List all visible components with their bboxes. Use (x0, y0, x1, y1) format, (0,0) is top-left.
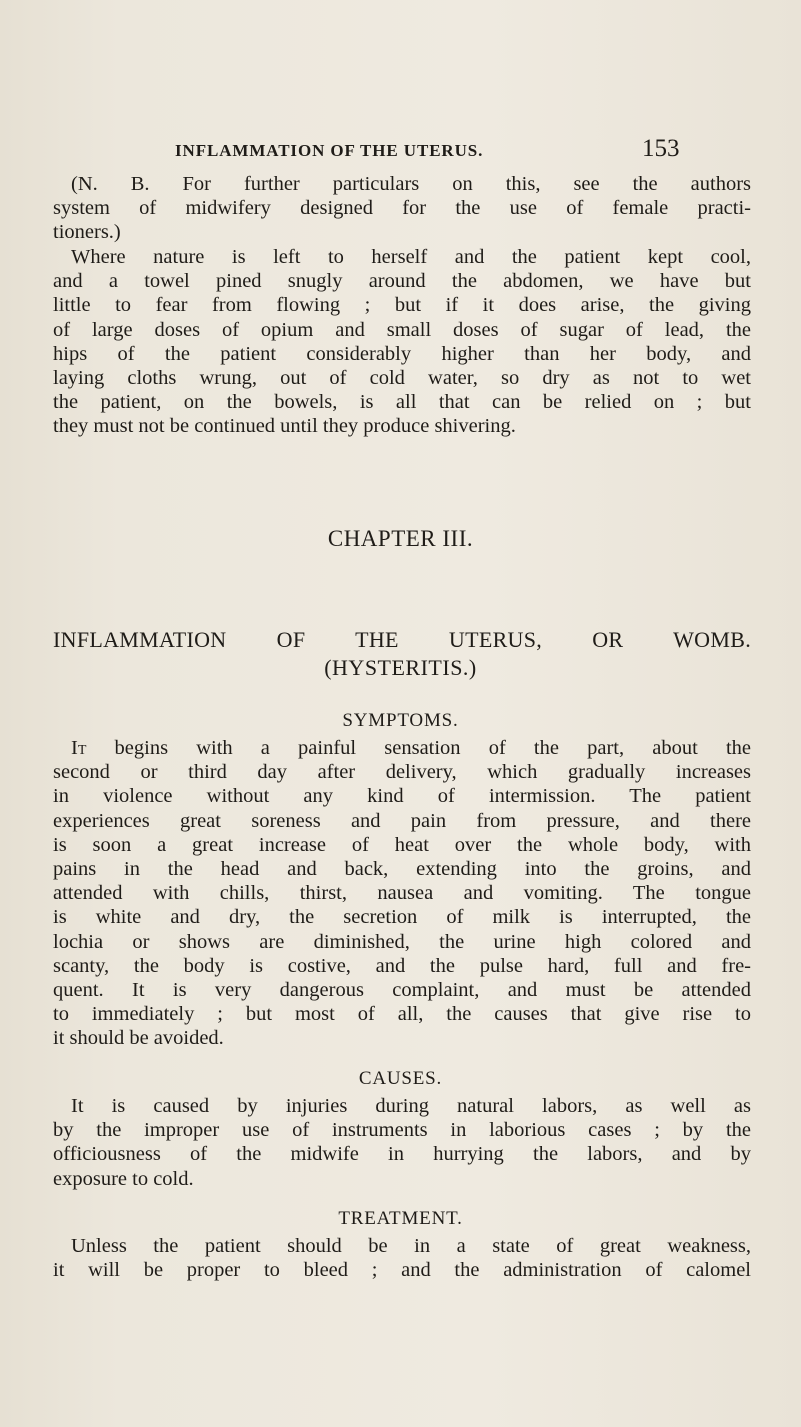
chapter-subtitle: (HYSTERITIS.) (324, 655, 477, 680)
text-line: second or third day after delivery, which gradually increases (53, 761, 751, 784)
note-paragraph (53, 172, 751, 245)
text-line: is white and dry, the secretion of milk is interrupted, the (53, 906, 751, 929)
text-line: little to fear from flowing ; but if it does arise, the giving (53, 294, 751, 317)
causes-heading: CAUSES. (358, 1068, 443, 1089)
text-line: pains in the head and back, extending into the groins, and (53, 858, 751, 881)
text-line: tioners.) (53, 221, 121, 244)
running-header (0, 135, 801, 165)
text-line: experiences great soreness and pain from pressure, and there (53, 809, 751, 832)
running-title: INFLAMMATION OF THE UTERUS. (175, 141, 484, 160)
symptoms-paragraph (53, 736, 751, 1051)
text-line: scanty, the body is costive, and the pulse hard, full and fre- (53, 954, 751, 977)
text-line: lochia or shows are diminished, the urine high colored and (53, 930, 751, 953)
causes-paragraph (53, 1094, 751, 1191)
text-line: laying cloths wrung, out of cold water, so dry as not to wet (53, 367, 751, 390)
text-line: Where nature is left to herself and the patient kept cool, (71, 246, 751, 268)
text-line: the patient, on the bowels, is all that can be relied on ; but (53, 391, 751, 414)
text-line: attended with chills, thirst, nausea and vomiting. The tongue (53, 882, 751, 905)
text-line: in violence without any kind of intermission. The patient (53, 785, 751, 808)
treatment-heading: TREATMENT. (338, 1208, 463, 1229)
text-line: and a towel pined snugly around the abdomen, we have but (53, 270, 751, 293)
text-line: is soon a great increase of heat over the whole body, with (53, 833, 751, 856)
chapter-title: INFLAMMATION OF THE UTERUS, OR WOMB. (53, 627, 751, 652)
text-line: hips of the patient considerably higher than her body, and (53, 342, 751, 365)
nature-paragraph (53, 245, 751, 439)
drop-word: It (71, 737, 87, 759)
text-line: to immediately ; but most of all, the causes that give rise to (53, 1003, 751, 1026)
text-line: system of midwifery designed for the use of female practi- (53, 197, 751, 220)
symptoms-heading: SYMPTOMS. (342, 710, 459, 731)
text-line: it should be avoided. (53, 1027, 224, 1050)
text-line: It is caused by injuries during natural labors, as well as (71, 1095, 751, 1117)
text-line: of large doses of opium and small doses of sugar of lead, the (53, 318, 751, 341)
text-line: quent. It is very dangerous complaint, and must be attended (53, 979, 751, 1002)
text-line: it will be proper to bleed ; and the administration of calomel (53, 1259, 751, 1282)
text-line (53, 736, 751, 760)
text-line: officiousness of the midwife in hurrying the labors, and by (53, 1143, 751, 1166)
text-line: exposure to cold. (53, 1167, 194, 1190)
page-number: 153 (642, 135, 680, 162)
text-line: Unless the patient should be in a state of great weakness, (71, 1235, 751, 1257)
text-line: they must not be continued until they produce shivering. (53, 415, 516, 438)
treatment-paragraph (53, 1234, 751, 1282)
text-line: (N. B. For further particulars on this, see the authors (71, 173, 751, 195)
text-line: by the improper use of instruments in laborious cases ; by the (53, 1119, 751, 1142)
text-line-rest: begins with a painful sensation of the part, about the (86, 737, 751, 759)
chapter-label: CHAPTER III. (327, 526, 474, 551)
